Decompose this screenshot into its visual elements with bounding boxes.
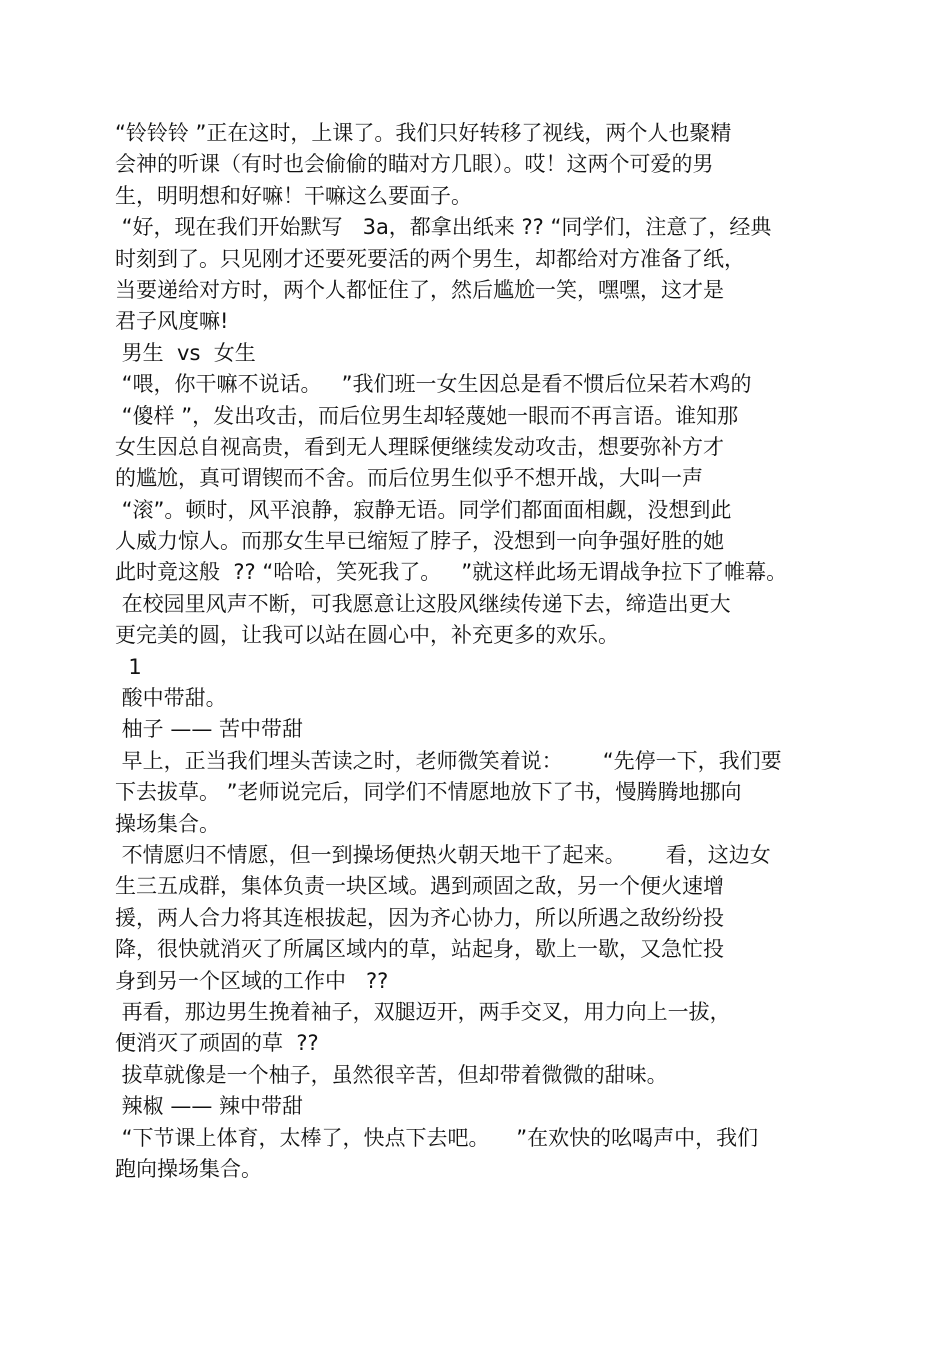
text-line: “滚”。顿时，风平浪静，寂静无语。同学们都面面相觑，没想到此 <box>115 497 732 522</box>
text-line: 辣椒 —— 辣中带甜 <box>115 1094 304 1119</box>
text-line: 生三五成群，集体负责一块区域。遇到顽固之敌，另一个便火速增 <box>115 874 724 899</box>
text-line: 生，明明想和好嘛！干嘛这么要面子。 <box>115 183 472 208</box>
text-line: 1 <box>115 654 142 679</box>
text-line: 下去拔草。 ”老师说完后，同学们不情愿地放下了书，慢腾腾地挪向 <box>115 780 742 805</box>
text-line: 降，很快就消灭了所属区域内的草，站起身，歇上一歇，又急忙投 <box>115 937 724 962</box>
text-line: 柚子 —— 苦中带甜 <box>115 717 304 742</box>
text-line: 跑向操场集合。 <box>115 1156 262 1181</box>
document-body-text <box>115 118 835 1185</box>
text-line: 更完美的圆，让我可以站在圆心中，补充更多的欢乐。 <box>115 623 619 648</box>
text-line: 早上，正当我们埋头苦读之时，老师微笑着说： “先停一下，我们要 <box>115 748 782 773</box>
text-line: “喂，你干嘛不说话。 ”我们班一女生因总是看不惯后位呆若木鸡的 <box>115 372 752 397</box>
text-line: “铃铃铃 ”正在这时，上课了。我们只好转移了视线，两个人也聚精 <box>115 121 732 145</box>
text-line: 不情愿归不情愿，但一到操场便热火朝天地干了起来。 看，这边女 <box>115 842 771 867</box>
text-line: 男生 vs 女生 <box>115 340 256 365</box>
text-line: 在校园里风声不断，可我愿意让这股风继续传递下去，缔造出更大 <box>115 591 731 616</box>
text-line: “下节课上体育，太棒了，快点下去吧。 ”在欢快的吆喝声中，我们 <box>115 1125 759 1150</box>
text-line: 便消灭了顽固的草 ?? <box>115 1031 319 1056</box>
text-line: “傻样 ”，发出攻击，而后位男生却轻蔑她一眼而不再言语。谁知那 <box>115 403 739 428</box>
text-line: 酸中带甜。 <box>115 686 227 711</box>
text-line: 女生因总自视高贵，看到无人理睬便继续发动攻击，想要弥补方才 <box>115 434 724 459</box>
text-line: “好，现在我们开始默写 3a，都拿出纸来 ?? “同学们，注意了，经典 <box>115 215 772 240</box>
text-line: 此时竟这般 ?? “哈哈，笑死我了。 ”就这样此场无谓战争拉下了帷幕。 <box>115 560 788 585</box>
text-line: 拔草就像是一个柚子，虽然很辛苦，但却带着微微的甜味。 <box>115 1062 668 1087</box>
text-line: 身到另一个区域的工作中 ?? <box>115 968 389 993</box>
text-line: 援，两人合力将其连根拔起，因为齐心协力，所以所遇之敌纷纷投 <box>115 905 724 930</box>
text-line: 君子风度嘛! <box>115 309 229 334</box>
text-line: 操场集合。 <box>115 811 220 836</box>
text-line: 再看，那边男生挽着袖子，双腿迈开，两手交叉，用力向上一拔， <box>115 999 731 1024</box>
text-line: 会神的听课（有时也会偷偷的瞄对方几眼）。哎！这两个可爱的男 <box>115 152 714 177</box>
text-line: 时刻到了。只见刚才还要死要活的两个男生，却都给对方准备了纸， <box>115 246 745 271</box>
text-line: 的尴尬，真可谓锲而不舍。而后位男生似乎不想开战，大叫一声 <box>115 466 703 491</box>
text-line: 人威力惊人。而那女生早已缩短了脖子，没想到一向争强好胜的她 <box>115 529 724 554</box>
text-line: 当要递给对方时，两个人都怔住了，然后尴尬一笑，嘿嘿，这才是 <box>115 277 724 302</box>
